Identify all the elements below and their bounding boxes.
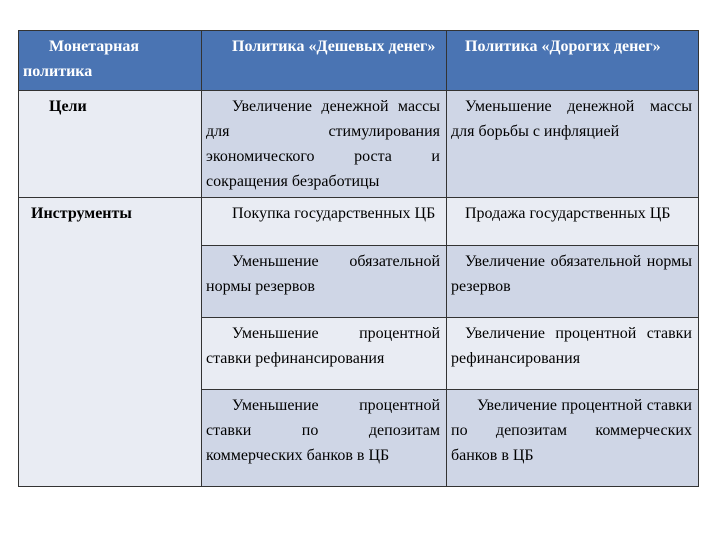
- goals-dear-money: Уменьшение денежной массы для борьбы с инфляцией: [447, 91, 699, 198]
- goals-cheap-money: Увеличение денежной массы для стимулирования экономического роста и сокращения безработицы: [202, 91, 447, 198]
- header-monetary-policy: Монетарная политика: [19, 31, 202, 91]
- instrument-cheap-money: Уменьшение процентной ставки рефинансирования: [202, 318, 447, 390]
- instrument-row: [19, 198, 699, 246]
- instrument-cheap-money: Покупка государственных ЦБ: [202, 198, 447, 246]
- instrument-dear-money: Увеличение процентной ставки по депозитам коммерческих банков в ЦБ: [447, 390, 699, 487]
- monetary-policy-table: [18, 30, 699, 487]
- header-cheap-money: Политика «Дешевых денег»: [202, 31, 447, 91]
- instrument-dear-money: Увеличение обязательной нормы резервов: [447, 246, 699, 318]
- instrument-cheap-money: Уменьшение процентной ставки по депозитам коммерческих банков в ЦБ: [202, 390, 447, 487]
- header-row: [19, 31, 699, 91]
- goals-label: Цели: [19, 91, 202, 198]
- instrument-cheap-money: Уменьшение обязательной нормы резервов: [202, 246, 447, 318]
- instruments-label: Инструменты: [19, 198, 202, 487]
- instrument-dear-money: Увеличение процентной ставки рефинансирования: [447, 318, 699, 390]
- header-dear-money: Политика «Дорогих денег»: [447, 31, 699, 91]
- goals-row: [19, 91, 699, 198]
- instrument-dear-money: Продажа государственных ЦБ: [447, 198, 699, 246]
